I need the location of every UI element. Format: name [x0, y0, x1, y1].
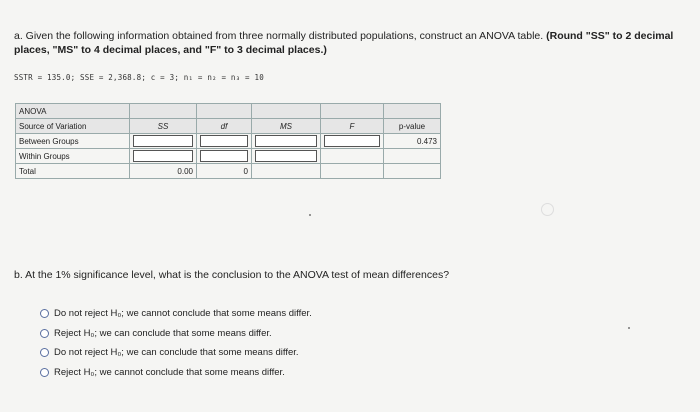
anova-table: [15, 103, 441, 179]
smudge-mark: [541, 203, 554, 216]
question-a-text: a. Given the following information obtained from three normally distributed populations, construct an ANOVA table.: [14, 30, 544, 42]
question-a: [14, 29, 684, 57]
option-1[interactable]: [40, 304, 312, 324]
ms-between-input[interactable]: [255, 135, 317, 147]
header-row: [16, 119, 441, 134]
header-ms: MS: [252, 119, 321, 134]
row-between: [16, 134, 441, 149]
question-b: b. At the 1% significance level, what is the conclusion to the ANOVA test of mean differences?: [14, 269, 450, 281]
df-between-input[interactable]: [200, 135, 248, 147]
option-2[interactable]: [40, 324, 312, 344]
option-label: Reject H₀; we cannot conclude that some means differ.: [54, 366, 285, 378]
row-label-between: Between Groups: [16, 134, 130, 149]
rounding-instruction: (Round "SS" to 2 decimal places, "MS" to 4 decimal places, and "F" to 3 decimal places.): [14, 30, 674, 56]
row-label-within: Within Groups: [16, 149, 130, 164]
df-total: 0: [197, 164, 252, 179]
f-input[interactable]: [324, 135, 380, 147]
given-values: SSTR = 135.0; SSE = 2,368.8; c = 3; n₁ = n₂ = n₃ = 10: [14, 73, 264, 82]
p-value: 0.473: [384, 134, 441, 149]
option-label: Reject H₀; we can conclude that some means differ.: [54, 327, 272, 339]
ms-within-input[interactable]: [255, 150, 317, 162]
option-3[interactable]: [40, 343, 312, 363]
ss-total: 0.00: [130, 164, 197, 179]
header-pvalue: p-value: [384, 119, 441, 134]
radio-icon[interactable]: [40, 309, 49, 318]
ss-within-input[interactable]: [133, 150, 193, 162]
option-4[interactable]: [40, 363, 312, 383]
header-f: F: [321, 119, 384, 134]
table-title-row: [16, 104, 441, 119]
option-label: Do not reject H₀; we can conclude that some means differ.: [54, 347, 299, 359]
radio-icon[interactable]: [40, 348, 49, 357]
option-label: Do not reject H₀; we cannot conclude that some means differ.: [54, 308, 312, 320]
row-label-total: Total: [16, 164, 130, 179]
table-title: ANOVA: [16, 104, 130, 119]
radio-icon[interactable]: [40, 368, 49, 377]
row-total: [16, 164, 441, 179]
stray-dot: [628, 327, 630, 329]
header-df: df: [197, 119, 252, 134]
header-ss: SS: [130, 119, 197, 134]
radio-icon[interactable]: [40, 329, 49, 338]
header-source: Source of Variation: [16, 119, 130, 134]
ss-between-input[interactable]: [133, 135, 193, 147]
row-within: [16, 149, 441, 164]
stray-dot: [309, 214, 311, 216]
options-list: [40, 304, 312, 382]
df-within-input[interactable]: [200, 150, 248, 162]
